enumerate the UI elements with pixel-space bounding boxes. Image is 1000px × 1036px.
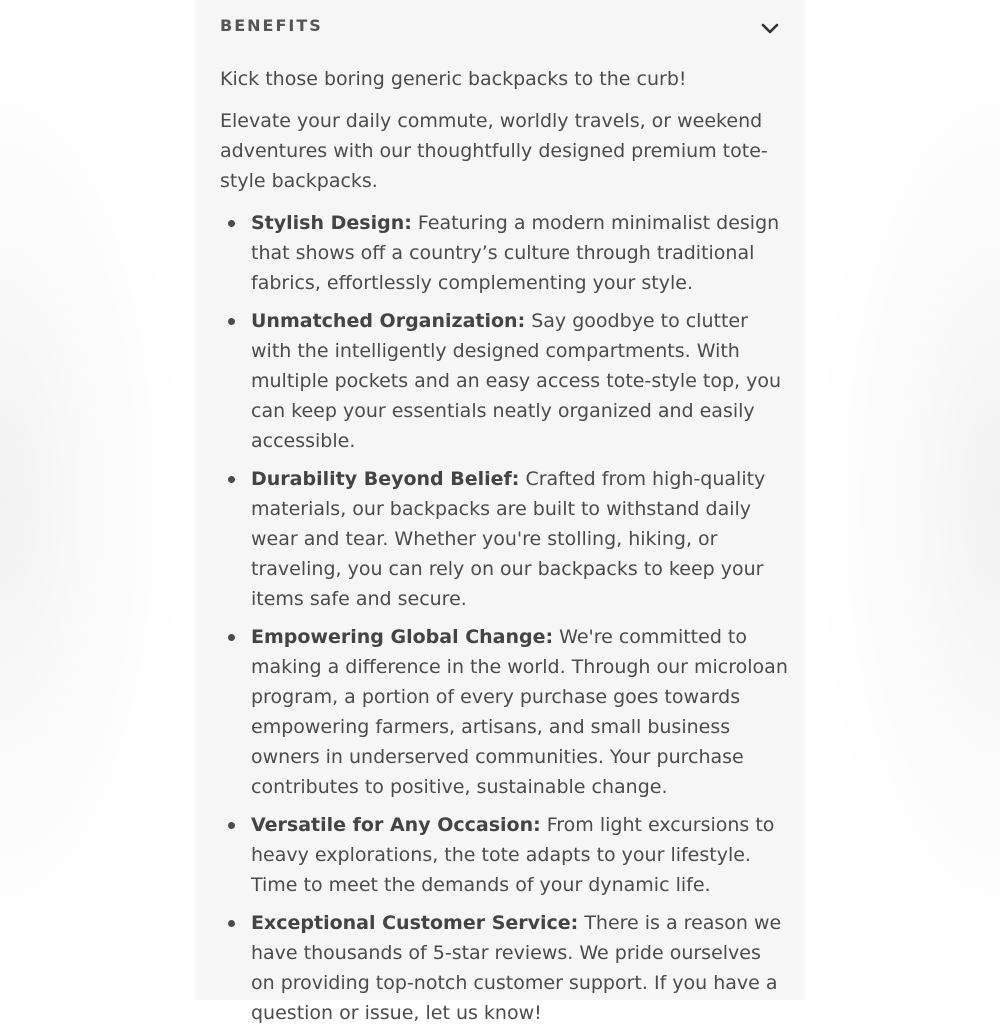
benefit-text: There is a reason we have thousands of 5-star reviews. We pride ourselves on providing top-notch customer support. If you have a question or issue, let us know! (251, 912, 782, 1024)
benefits-accordion-panel (195, 0, 805, 1024)
intro-description: Elevate your daily commute, worldly travels, or weekend adventures with our thoughtfully designed premium tote-style backpacks. (220, 110, 768, 192)
list-item (220, 464, 788, 614)
bullet-icon (228, 920, 235, 927)
accordion-content (220, 64, 788, 1036)
benefit-text: Crafted from high-quality materials, our backpacks are built to withstand daily wear and tear. Whether you're stolling, hiking, or traveling, you can rely on our backpacks to keep your items safe and secure. (251, 468, 766, 610)
bullet-icon (228, 220, 235, 227)
benefit-term: Empowering Global Change: (251, 626, 554, 648)
benefit-term: Unmatched Organization: (251, 310, 526, 332)
chevron-down-icon[interactable] (759, 18, 781, 40)
benefit-term: Exceptional Customer Service: (251, 912, 579, 934)
page-background-left (0, 0, 195, 1000)
list-item (220, 908, 788, 1028)
benefit-term: Versatile for Any Occasion: (251, 814, 541, 836)
benefit-term: Stylish Design: (251, 212, 412, 234)
list-item (220, 622, 788, 802)
list-item (220, 810, 788, 900)
accordion-title: BENEFITS (220, 16, 323, 35)
bullet-icon (228, 476, 235, 483)
benefit-text: Say goodbye to clutter with the intelligently designed compartments. With multiple pockets and an easy access tote-style top, you can keep your essentials neatly organized and easily accessible. (251, 310, 782, 452)
benefits-list (220, 208, 788, 1028)
bullet-icon (228, 318, 235, 325)
benefit-text: We're committed to making a difference in the world. Through our microloan program, a portion of every purchase goes towards empowering farmers, artisans, and small business owners in underserved communities. Your purchase contributes to positive, sustainable change. (251, 626, 788, 798)
list-item (220, 208, 788, 298)
benefit-term: Durability Beyond Belief: (251, 468, 520, 490)
list-item (220, 306, 788, 456)
page-background-right (805, 0, 1000, 1000)
benefit-text: From light excursions to heavy explorations, the tote adapts to your lifestyle. Time to meet the demands of your dynamic life. (251, 814, 775, 896)
bullet-icon (228, 822, 235, 829)
intro-tagline: Kick those boring generic backpacks to the curb! (220, 68, 687, 90)
accordion-header[interactable] (220, 14, 785, 46)
benefit-text: Featuring a modern minimalist design that shows off a country’s culture through traditional fabrics, effortlessly complementing your style. (251, 212, 780, 294)
bullet-icon (228, 634, 235, 641)
chevron-down-icon-graphic (760, 22, 780, 36)
